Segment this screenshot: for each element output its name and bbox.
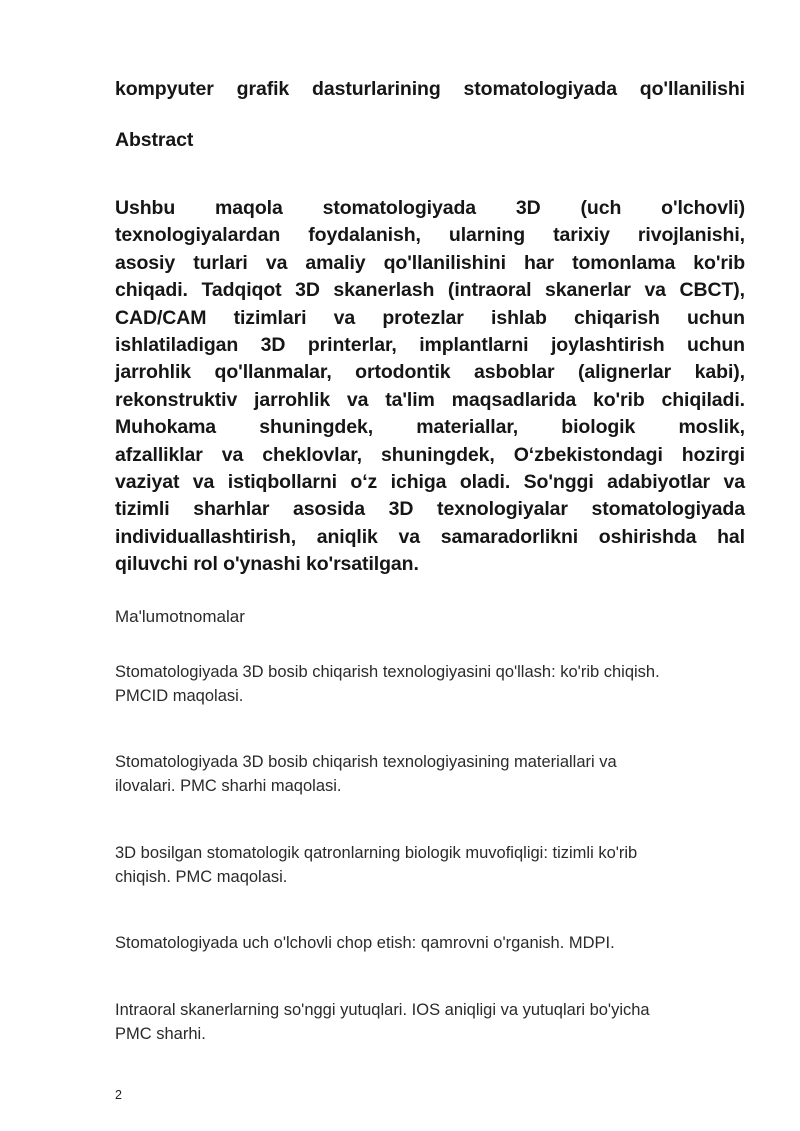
text-line: afzalliklar va cheklovlar, shuningdek, Oʻzbekistondagi hozirgi	[115, 443, 745, 466]
text-line: individuallashtirish, aniqlik va samaradorlikni oshirishda hal	[115, 525, 745, 548]
text-line: rekonstruktiv jarrohlik va ta'lim maqsadlarida ko'rib chiqiladi.	[115, 388, 745, 411]
text-line: texnologiyalardan foydalanish, ularning tarixiy rivojlanishi,	[115, 224, 745, 247]
page-number: 2	[115, 1088, 122, 1103]
text-line: 3D bosilgan stomatologik qatronlarning biologik muvofiqligi: tizimli ko'rib	[115, 843, 638, 862]
text-line: Intraoral skanerlarning so'nggi yutuqlari. IOS aniqligi va yutuqlari bo'yicha	[115, 1000, 650, 1019]
abstract-paragraph	[115, 195, 745, 579]
reference-item	[115, 750, 745, 798]
text-line: kompyuter grafik dasturlarining stomatologiyada qo'llanilishi	[115, 78, 745, 100]
text-line: Stomatologiyada 3D bosib chiqarish texnologiyasini qo'llash: ko'rib chiqish.	[115, 662, 660, 681]
text-line: ishlatiladigan 3D printerlar, implantlarni joylashtirish uchun	[115, 334, 745, 357]
text-line: asosiy turlari va amaliy qo'llanilishini har tomonlama ko'rib	[115, 251, 745, 274]
references-list	[115, 660, 745, 1046]
text-line: Stomatologiyada 3D bosib chiqarish texnologiyasining materiallari va	[115, 753, 617, 772]
text-line: CAD/CAM tizimlari va protezlar ishlab chiqarish uchun	[115, 306, 745, 329]
text-line: jarrohlik qo'llanmalar, ortodontik asboblar (alignerlar kabi),	[115, 361, 745, 384]
text-line: Ushbu maqola stomatologiyada 3D (uch o'lchovli)	[115, 197, 745, 219]
text-line: tizimli sharhlar asosida 3D texnologiyalar stomatologiyada	[115, 498, 745, 521]
text-line: qiluvchi rol o'ynashi ko'rsatilgan.	[115, 553, 419, 576]
reference-item	[115, 841, 745, 889]
text-line: vaziyat va istiqbollarni oʻz ichiga oladi. So'nggi adabiyotlar va	[115, 471, 745, 494]
reference-item	[115, 931, 745, 955]
text-line: PMC sharhi.	[115, 1024, 206, 1043]
text-line: ilovalari. PMC sharhi maqolasi.	[115, 777, 342, 796]
text-line: chiqadi. Tadqiqot 3D skanerlash (intraoral skanerlar va CBCT),	[115, 279, 745, 302]
reference-item	[115, 660, 745, 708]
references-heading: Ma'lumotnomalar	[115, 606, 245, 626]
reference-item	[115, 998, 745, 1046]
abstract-heading: Abstract	[115, 129, 194, 151]
text-line: PMCID maqolasi.	[115, 686, 244, 705]
text-line: Stomatologiyada uch o'lchovli chop etish: qamrovni o'rganish. MDPI.	[115, 934, 615, 953]
document-title	[115, 76, 745, 103]
text-line: chiqish. PMC maqolasi.	[115, 867, 288, 886]
text-line: Muhokama shuningdek, materiallar, biologik moslik,	[115, 416, 745, 439]
